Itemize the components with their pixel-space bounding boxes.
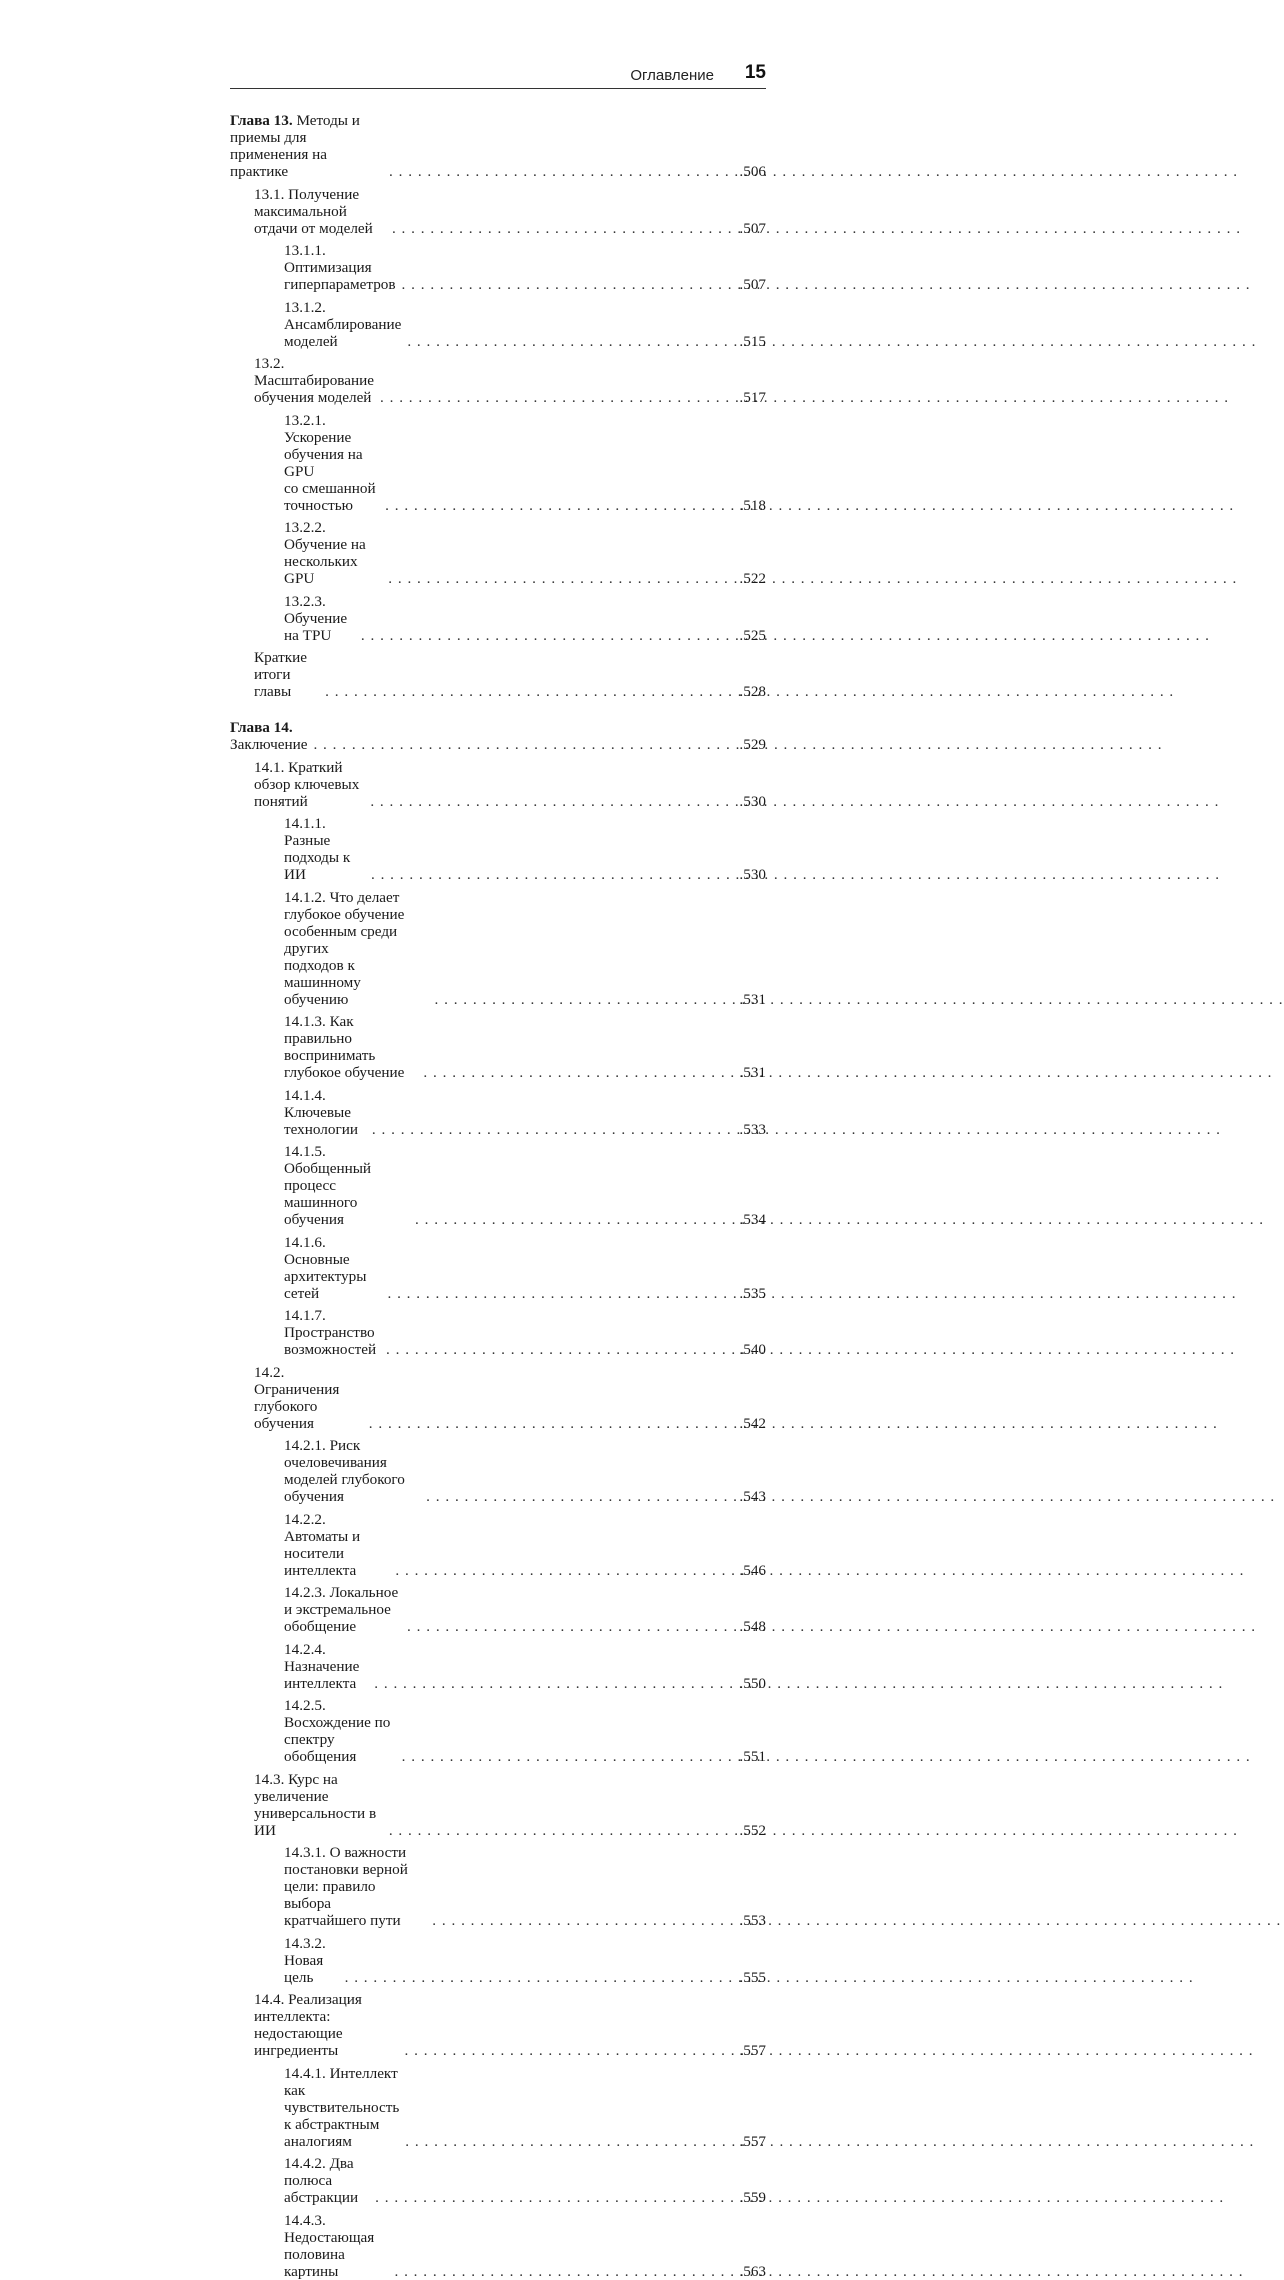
toc-entry-text: 14.1.6. Основные архитектуры сетей bbox=[284, 1233, 367, 1302]
toc-entry-title bbox=[284, 1697, 396, 1765]
toc-entry-title bbox=[254, 355, 374, 406]
toc-entry-title bbox=[284, 2212, 388, 2280]
toc-entry[interactable] bbox=[230, 1641, 766, 1692]
dot-leader bbox=[405, 2042, 738, 2059]
toc-entry-title bbox=[284, 1234, 381, 1302]
chapter-label: Глава 13. bbox=[230, 112, 293, 129]
toc-entry-title bbox=[254, 1991, 399, 2059]
toc-entry-text: 13.2.3. Обучение на TPU bbox=[284, 592, 348, 644]
toc-entry-text: 13.1.2. Ансамблирование моделей bbox=[284, 298, 402, 350]
dot-leader bbox=[371, 866, 737, 883]
toc-entry-text: 14.3.2. Новая цель bbox=[284, 1934, 326, 1986]
toc-entry-text: 14.1.3. Как правильно воспринимать глубокое обучение bbox=[284, 1013, 405, 1081]
dot-leader bbox=[407, 1618, 737, 1635]
toc-entry-page: .507 bbox=[739, 276, 766, 293]
toc-entry-text: Методы и приемы для применения на практике bbox=[230, 112, 360, 180]
page-number: 15 bbox=[744, 62, 766, 83]
toc-entry-title bbox=[284, 1307, 380, 1358]
toc-entry[interactable] bbox=[230, 649, 766, 700]
toc-entry[interactable] bbox=[230, 1307, 766, 1358]
dot-leader bbox=[405, 2133, 737, 2150]
toc-entry-text: 14.3. Курс на увеличение универсальности в ИИ bbox=[254, 1770, 377, 1839]
toc-entry-title bbox=[230, 719, 307, 753]
dot-leader bbox=[423, 1064, 737, 1081]
toc-entry-page: .534 bbox=[739, 1211, 766, 1228]
toc-entry-title bbox=[284, 1013, 417, 1081]
dot-leader bbox=[388, 570, 737, 587]
toc-entry[interactable] bbox=[230, 1511, 766, 1579]
toc-entry-page: .563 bbox=[739, 2262, 766, 2280]
dot-leader bbox=[394, 2263, 737, 2280]
toc-entry-title bbox=[284, 519, 382, 587]
dot-leader bbox=[370, 793, 737, 810]
toc-entry-page: .531 bbox=[739, 1064, 766, 1081]
toc-entry-text: 14.4.2. Два полюса абстракции bbox=[284, 2155, 359, 2206]
toc-entry-title bbox=[284, 2065, 399, 2150]
dot-leader bbox=[389, 1822, 738, 1839]
toc-entry-page: .530 bbox=[739, 866, 766, 883]
toc-entry-title bbox=[284, 1935, 339, 1986]
toc-entry-title bbox=[284, 1511, 389, 1579]
toc-entry-page: .552 bbox=[739, 1821, 766, 1839]
toc-entry-text: 14.2.1. Риск очеловечивания моделей глубокого обучения bbox=[284, 1437, 405, 1505]
dot-leader bbox=[325, 683, 737, 700]
toc-entry[interactable] bbox=[230, 1364, 766, 1432]
toc-entry-page: .546 bbox=[739, 1561, 766, 1579]
toc-entry-title bbox=[284, 815, 365, 883]
toc-entry-text: 13.1.1. Оптимизация гиперпараметров bbox=[284, 242, 396, 293]
toc-entry[interactable] bbox=[230, 355, 766, 406]
toc-entry[interactable] bbox=[230, 1087, 766, 1138]
toc-entry-page: .522 bbox=[739, 570, 766, 587]
toc-entry-text: Заключение bbox=[230, 736, 308, 753]
toc-entry[interactable] bbox=[230, 889, 766, 1008]
toc-entry-page: .528 bbox=[739, 683, 766, 700]
dot-leader bbox=[313, 736, 737, 753]
dot-leader bbox=[389, 163, 737, 180]
toc-entry-text: 14.4.3. Недостающая половина картины bbox=[284, 2211, 375, 2280]
dot-leader bbox=[426, 1488, 737, 1505]
toc-entry-text: 13.2.2. Обучение на нескольких GPU bbox=[284, 519, 366, 587]
toc-entry-text: 14.2.2. Автоматы и носители интеллекта bbox=[284, 1510, 361, 1579]
toc-entry-text: 14.2.5. Восхождение по спектру обобщения bbox=[284, 1697, 391, 1765]
toc-entry-page: .543 bbox=[739, 1488, 766, 1505]
toc-entry-text: 14.4. Реализация интеллекта: недостающие ингредиенты bbox=[254, 1991, 362, 2059]
toc-entry[interactable] bbox=[230, 1991, 766, 2059]
running-header-title: Оглавление bbox=[630, 67, 714, 84]
toc-chapter-entry[interactable] bbox=[230, 112, 766, 180]
toc-entry-title bbox=[284, 593, 355, 644]
dot-leader bbox=[387, 1285, 737, 1302]
dot-leader bbox=[402, 276, 738, 293]
dot-leader bbox=[386, 1341, 737, 1358]
toc-entry[interactable] bbox=[230, 815, 766, 883]
toc-entry-page: .553 bbox=[739, 1912, 766, 1929]
toc-entry-text: 14.2.3. Локальное и экстремальное обобщение bbox=[284, 1584, 399, 1635]
toc-entry[interactable] bbox=[230, 593, 766, 644]
toc-entry-title bbox=[284, 299, 401, 350]
toc-entry-title bbox=[284, 1143, 409, 1228]
toc-entry-page: .557 bbox=[739, 2042, 766, 2059]
dot-leader bbox=[385, 497, 737, 514]
dot-leader bbox=[375, 2189, 737, 2206]
toc-entry[interactable] bbox=[230, 759, 766, 810]
toc-chapter-entry[interactable] bbox=[230, 719, 766, 753]
toc-entry-title bbox=[254, 649, 319, 700]
toc-entry-page: .517 bbox=[739, 389, 766, 406]
toc-entry-page: .557 bbox=[739, 2132, 766, 2150]
table-of-contents bbox=[230, 112, 766, 2280]
toc-entry[interactable] bbox=[230, 2212, 766, 2280]
dot-leader bbox=[372, 1121, 738, 1138]
dot-leader bbox=[435, 991, 738, 1008]
toc-entry-page: .518 bbox=[739, 496, 766, 514]
toc-entry-text: 13.2. Масштабирование обучения моделей bbox=[254, 355, 374, 406]
toc-entry[interactable] bbox=[230, 1437, 766, 1505]
toc-entry[interactable] bbox=[230, 2155, 766, 2206]
toc-entry-title bbox=[254, 1364, 363, 1432]
toc-entry-title bbox=[284, 412, 379, 514]
toc-entry-page: .540 bbox=[739, 1341, 766, 1358]
toc-entry-text: 14.1.1. Разные подходы к ИИ bbox=[284, 815, 351, 883]
toc-entry[interactable] bbox=[230, 1771, 766, 1839]
toc-entry-page: .555 bbox=[739, 1968, 766, 1986]
toc-entry-text: 14.4.1. Интеллект как чувствительность к абстрактным аналогиям bbox=[284, 2064, 400, 2150]
toc-entry[interactable] bbox=[230, 1234, 766, 1302]
dot-leader bbox=[395, 1562, 737, 1579]
toc-entry-title bbox=[284, 242, 396, 293]
toc-entry-text: 14.1.2. Что делает глубокое обучение особенным среди других подходов к машинному обучению bbox=[284, 888, 405, 1008]
toc-entry-page: .506 bbox=[739, 163, 766, 180]
dot-leader bbox=[369, 1415, 738, 1432]
toc-entry-title bbox=[284, 1844, 426, 1929]
toc-entry-page: .530 bbox=[739, 792, 766, 810]
dot-leader bbox=[345, 1969, 738, 1986]
toc-entry[interactable] bbox=[230, 1844, 766, 1929]
running-header bbox=[230, 62, 766, 89]
toc-entry[interactable] bbox=[230, 412, 766, 514]
dot-leader bbox=[415, 1211, 737, 1228]
toc-entry-page: .531 bbox=[739, 990, 766, 1008]
toc-entry-title bbox=[284, 1641, 368, 1692]
dot-leader bbox=[407, 333, 737, 350]
toc-entry-text: 14.1.7. Пространство возможностей bbox=[284, 1307, 377, 1358]
toc-entry[interactable] bbox=[230, 1584, 766, 1635]
toc-entry[interactable] bbox=[230, 1697, 766, 1765]
toc-entry-title bbox=[254, 1771, 383, 1839]
toc-entry-text: 14.2.4. Назначение интеллекта bbox=[284, 1640, 360, 1692]
toc-entry[interactable] bbox=[230, 242, 766, 293]
toc-entry-page: .550 bbox=[739, 1674, 766, 1692]
toc-entry-page: .525 bbox=[739, 626, 766, 644]
toc-entry-title bbox=[284, 1584, 401, 1635]
toc-entry[interactable] bbox=[230, 299, 766, 350]
toc-entry[interactable] bbox=[230, 186, 766, 237]
toc-entry-title bbox=[284, 1087, 366, 1138]
toc-entry-title bbox=[230, 112, 383, 180]
toc-entry-text: 13.2.1. Ускорение обучения на GPU со смешанной точностью bbox=[284, 411, 376, 514]
dot-leader bbox=[361, 627, 738, 644]
toc-entry-page: .548 bbox=[739, 1618, 766, 1635]
toc-entry-page: .529 bbox=[739, 736, 766, 753]
dot-leader bbox=[402, 1748, 738, 1765]
toc-entry-text: 14.2. Ограничения глубокого обучения bbox=[254, 1363, 340, 1432]
toc-entry-page: .515 bbox=[739, 332, 766, 350]
toc-entry[interactable] bbox=[230, 519, 766, 587]
toc-entry-page: .507 bbox=[739, 219, 766, 237]
dot-leader bbox=[380, 389, 737, 406]
toc-entry-title bbox=[254, 186, 386, 237]
toc-entry-page: .533 bbox=[739, 1120, 766, 1138]
toc-entry[interactable] bbox=[230, 1935, 766, 1986]
dot-leader bbox=[374, 1675, 737, 1692]
toc-entry-title bbox=[284, 1437, 420, 1505]
toc-entry-page: .551 bbox=[739, 1748, 766, 1765]
toc-entry-title bbox=[284, 889, 429, 1008]
toc-entry-title bbox=[284, 2155, 369, 2206]
toc-entry[interactable] bbox=[230, 2065, 766, 2150]
toc-entry-text: 14.3.1. О важности постановки верной цели: правило выбора кратчайшего пути bbox=[284, 1844, 408, 1929]
toc-entry-text: Краткие итоги главы bbox=[254, 649, 307, 700]
chapter-label: Глава 14. bbox=[230, 719, 293, 736]
toc-entry-page: .535 bbox=[739, 1284, 766, 1302]
toc-entry[interactable] bbox=[230, 1013, 766, 1081]
toc-entry-text: 14.1. Краткий обзор ключевых понятий bbox=[254, 758, 360, 810]
dot-leader bbox=[392, 220, 737, 237]
toc-entry-text: 13.1. Получение максимальной отдачи от моделей bbox=[254, 185, 373, 237]
toc-entry-page: .559 bbox=[739, 2189, 766, 2206]
toc-entry-text: 14.1.4. Ключевые технологии bbox=[284, 1086, 358, 1138]
toc-entry-page: .542 bbox=[739, 1414, 766, 1432]
toc-entry-title bbox=[254, 759, 364, 810]
toc-entry[interactable] bbox=[230, 1143, 766, 1228]
toc-entry-text: 14.1.5. Обобщенный процесс машинного обучения bbox=[284, 1143, 372, 1228]
dot-leader bbox=[432, 1912, 737, 1929]
